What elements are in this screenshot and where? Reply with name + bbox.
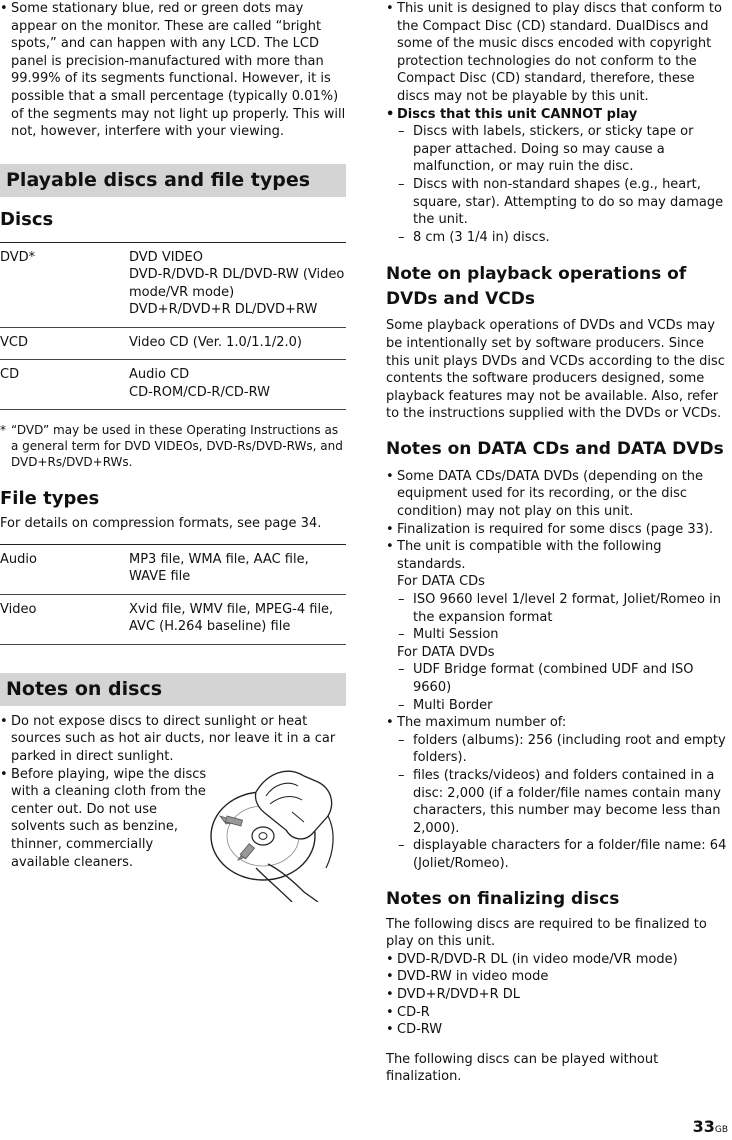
disc-formats: [129, 327, 346, 360]
dvd-footnote: [0, 422, 346, 470]
finalize-item: • CD-R: [386, 1004, 730, 1022]
left-column: [0, 0, 346, 871]
table-row: [0, 594, 346, 644]
data-cd-item: – ISO 9660 level 1/level 2 format, Joliet/Romeo in the expansion format: [386, 591, 730, 626]
data-dvd-item: – UDF Bridge format (combined UDF and ISO 9660): [386, 661, 730, 696]
finalize-item: • DVD-R/DVD-R DL (in video mode/VR mode): [386, 951, 730, 969]
table-row: [0, 360, 346, 410]
file-formats: Xvid file, WMV file, MPEG-4 file, AVC (H.264 baseline) file: [129, 601, 334, 635]
finalize-heading: Notes on finalizing discs: [386, 888, 620, 909]
data-note: • Some DATA CDs/DATA DVDs (depending on the equipment used for its recording, or the disc condition) may not play on this unit.: [386, 468, 730, 521]
cleaning-block: [0, 766, 346, 872]
finalize-intro: The following discs are required to be finalized to play on this unit.: [386, 916, 707, 950]
footnote-mark: *: [0, 423, 6, 438]
filetypes-intro: For details on compression formats, see page 34.: [0, 516, 322, 532]
playback-heading: Note on playback operations of DVDs and VCDs: [386, 264, 687, 310]
section-title-playable: Playable discs and file types: [0, 164, 346, 197]
finalize-item: • DVD+R/DVD+R DL: [386, 986, 730, 1004]
discs-table: [0, 242, 346, 411]
cleaning-note: • Before playing, wipe the discs with a cleaning cloth from the center out. Do not use solvents such as benzine, thinner, commercially available cleaners.: [0, 766, 211, 872]
right-column: [386, 0, 730, 1086]
data-note: • Finalization is required for some discs (page 33).: [386, 521, 730, 539]
cannot-play-item: – Discs with non-standard shapes (e.g., heart, square, star). Attempting to do so may damage the unit.: [386, 176, 730, 229]
footnote-text: “DVD” may be used in these Operating Instructions as a general term for DVD VIDEOs, DVD-Rs/DVD-RWs, and DVD+Rs/DVD+RWs.: [11, 423, 343, 470]
filetypes-heading: File types: [0, 488, 100, 510]
data-discs-heading: Notes on DATA CDs and DATA DVDs: [386, 438, 724, 459]
playback-text: Some playback operations of DVDs and VCDs may be intentionally set by software producers. Since this unit plays DVDs and VCDs according to the disc contents the software producers designed, some playback features may not be available. Also, refer to the instructions supplied with the DVDs or VCDs.: [386, 318, 725, 422]
for-data-dvds-label: For DATA DVDs: [397, 644, 495, 660]
disc-type: CD: [0, 367, 20, 383]
table-row: [0, 327, 346, 360]
format-line: DVD+R/DVD+R DL/DVD+RW: [129, 302, 318, 318]
max-item: – files (tracks/videos) and folders contained in a disc: 2,000 (if a folder/file names contain many characters, this number may become less than 2,000).: [386, 767, 730, 837]
finalize-item: • DVD-RW in video mode: [386, 968, 730, 986]
format-line: CD-ROM/CD-R/CD-RW: [129, 384, 270, 400]
for-data-cds-label: For DATA CDs: [397, 574, 485, 590]
format-line: Audio CD: [129, 367, 190, 383]
table-row: [0, 544, 346, 594]
disc-type: DVD*: [0, 249, 36, 265]
data-note: • The unit is compatible with the following standards.: [386, 538, 730, 573]
max-item: – displayable characters for a folder/file name: 64 (Joliet/Romeo).: [386, 837, 730, 872]
file-category: Video: [0, 601, 37, 617]
data-cd-item: – Multi Session: [386, 626, 730, 644]
data-dvd-item: – Multi Border: [386, 697, 730, 715]
disc-formats: [129, 242, 346, 327]
file-category: Audio: [0, 551, 37, 567]
page-number-suffix: GB: [714, 1125, 728, 1135]
format-line: Video CD (Ver. 1.0/1.1/2.0): [129, 334, 302, 350]
file-formats: MP3 file, WMA file, AAC file, WAVE file: [129, 551, 309, 585]
page-number: [693, 1118, 728, 1140]
disc-type: VCD: [0, 334, 28, 350]
sunlight-note: • Do not expose discs to direct sunlight or heat sources such as hot air ducts, nor leave it in a car parked in direct sunlight.: [0, 713, 346, 766]
section-title-notes-discs: Notes on discs: [0, 673, 346, 706]
table-row: [0, 242, 346, 327]
filetypes-table: [0, 544, 346, 645]
page-number-value: 33: [692, 1117, 715, 1136]
disc-wiping-illustration: [208, 752, 348, 902]
cd-standard-note: • This unit is designed to play discs that conform to the Compact Disc (CD) standard. DualDiscs and some of the music discs encoded with copyright protection technologies do not conform to the Compact Disc (CD) standard, therefore, these discs may not be playable by this unit.: [386, 0, 730, 106]
format-line: DVD VIDEO: [129, 249, 204, 265]
max-item: – folders (albums): 256 (including root and empty folders).: [386, 732, 730, 767]
cannot-play-title: • Discs that this unit CANNOT play: [386, 106, 730, 124]
cannot-play-item: – Discs with labels, stickers, or sticky tape or paper attached. Doing so may cause a malfunction, or may ruin the disc.: [386, 123, 730, 176]
data-note: • The maximum number of:: [386, 714, 730, 732]
no-finalize-text: The following discs can be played without finalization.: [386, 1051, 659, 1085]
discs-heading: Discs: [0, 208, 54, 230]
disc-formats: [129, 360, 346, 410]
cannot-play-item: – 8 cm (3 1/4 in) discs.: [386, 229, 730, 247]
format-line: DVD-R/DVD-R DL/DVD-RW (Video mode/VR mode): [129, 267, 345, 300]
lcd-dots-note: • Some stationary blue, red or green dots may appear on the monitor. These are called “bright spots,” and can happen with any LCD. The LCD panel is precision-manufactured with more than 99.99% of its segments functional. However, it is possible that a small percentage (typically 0.01%) of the segments may not light up properly. This will not, however, interfere with your viewing.: [0, 0, 346, 141]
finalize-item: • CD-RW: [386, 1021, 730, 1039]
